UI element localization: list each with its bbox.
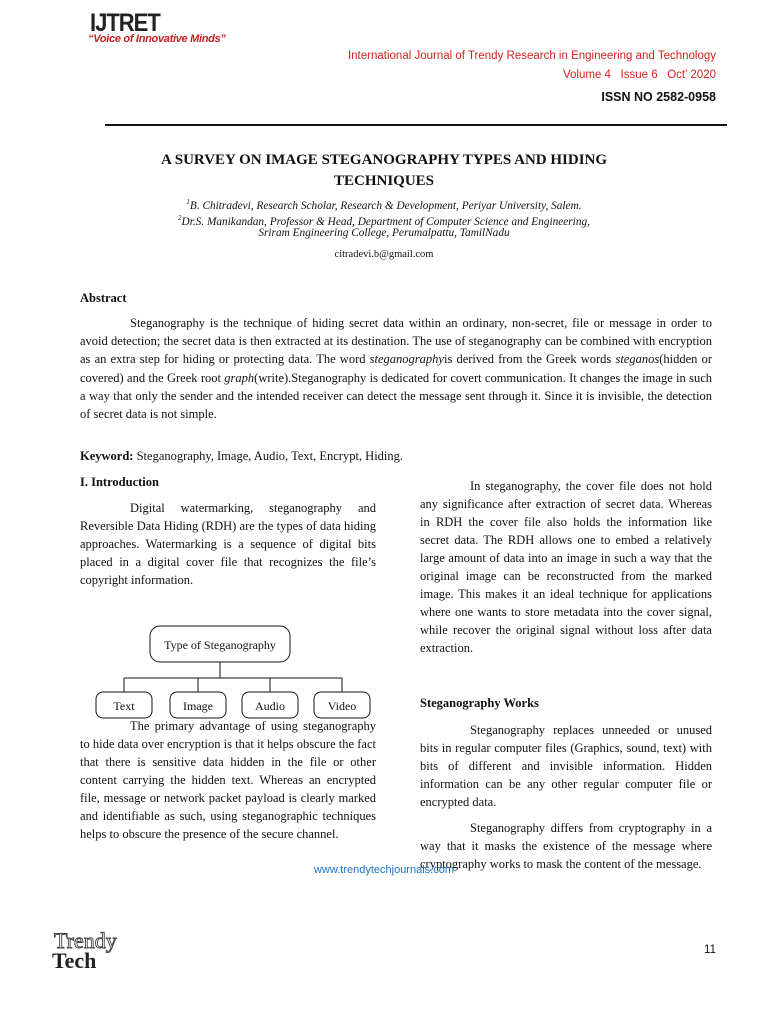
intro-right-text: In steganography, the cover file does not hold any significance after extraction of secret data. Whereas in RDH the cover file also holds the information like secret data. The RDH allows one to embed a relatively large amount of data into an image in such a way that the original image can be reconstructed from the marked image. This makes it an ideal technique for applications where one wants to store metadata into the cover signal, while recover the original signal without loss after data extraction. xyxy=(420,479,712,655)
journal-tagline: “Voice of Innovative Minds” xyxy=(88,33,226,45)
keywords-text: Steganography, Image, Audio, Text, Encrypt, Hiding. xyxy=(133,449,404,463)
diagram-child-text: Text xyxy=(113,699,135,713)
abstract-em-3: graph xyxy=(224,370,255,385)
diagram-root-label: Type of Steganography xyxy=(164,638,276,652)
logo-line-1: Trendy xyxy=(54,928,117,953)
abstract-em-1: steganography xyxy=(369,352,444,367)
author-1-text: B. Chitradevi, Research Scholar, Research & Development, Periyar University, Salem. xyxy=(189,199,582,212)
intro-heading: I. Introduction xyxy=(80,475,159,489)
abstract-body xyxy=(80,314,712,423)
intro-paragraph-1 xyxy=(80,499,376,589)
works-p1-text: Steganography replaces unneeded or unused bits in regular computer files (Graphics, sound, text) with bits of different and invisible information. Hidden information can be any other regular computer file or encrypted data. xyxy=(420,723,712,809)
journal-title: International Journal of Trendy Research in Engineering and Technology xyxy=(347,50,716,62)
keywords xyxy=(80,449,403,464)
intro-right-paragraph xyxy=(420,477,712,657)
diagram-child-image: Image xyxy=(183,699,213,713)
journal-logo: IJTRET xyxy=(90,8,160,37)
intro-p1-text: Digital watermarking, steganography and Reversible Data Hiding (RDH) are the types of data hiding approaches. Watermarking is a sequence of digital bits placed in a digital cover file that recognizes the file’s copyright information. xyxy=(80,501,376,587)
abstract-text-b: is derived from the Greek words xyxy=(443,352,616,367)
works-heading: Steganography Works xyxy=(420,696,539,710)
abstract-text-c: (hidden or covered) and the Greek root xyxy=(80,352,712,385)
author-1-sup: 1 xyxy=(186,198,190,206)
paper-title-line1: A SURVEY ON IMAGE STEGANOGRAPHY TYPES AND HIDING xyxy=(160,152,608,168)
diagram-child-video: Video xyxy=(327,699,357,713)
author-email: citradevi.b@gmail.com xyxy=(334,249,434,260)
journal-website-link[interactable]: www.trendytechjournals.com xyxy=(313,864,454,876)
paper-title-line2: TECHNIQUES xyxy=(333,173,435,189)
abstract-heading: Abstract xyxy=(80,291,127,305)
intro-p2-text: The primary advantage of using steganography to hide data over encryption is that it helps obscure the fact that there is sensitive data hidden in the file or other content carrying the hidden text. Whereas an encrypted file, message or network packet payload is clearly marked and identifiable as such, using steganographic techniques helps to obscure the presence of the secure channel. xyxy=(80,719,376,841)
paper-title xyxy=(60,150,708,192)
keywords-label: Keyword: xyxy=(80,449,134,463)
author-2-sup: 2 xyxy=(178,214,182,222)
logo-line-2: Tech xyxy=(52,948,97,972)
works-paragraph-1 xyxy=(420,721,712,811)
issn-number: ISSN NO 2582-0958 xyxy=(601,90,716,104)
page-number: 11 xyxy=(704,944,716,956)
abstract-text-d: (write).Steganography is dedicated for covert communication. It changes the image in such a way that only the sender and the intended receiver can detect the message sent through it. Since it is invisible, the detection of secret data is not simple. xyxy=(80,370,713,422)
trendy-tech-logo xyxy=(50,928,140,972)
abstract-em-2: steganos xyxy=(615,352,660,367)
steganography-types-diagram xyxy=(88,622,378,732)
volume-issue: Volume 4 Issue 6 Oct’ 2020 xyxy=(563,69,716,81)
works-p2-text: Steganography differs from cryptography in a way that it masks the existence of the message where cryptography works to mask the content of the message. xyxy=(420,821,712,871)
header-divider xyxy=(105,124,727,126)
abstract-text-a: Steganography is the technique of hiding secret data within an ordinary, non-secret, file or message in order to avoid detection; the secret data is then extracted at its destination. The use of steganography can be combined with encryption as an extra step for hiding or protecting data. The word xyxy=(80,316,712,367)
author-2-text: Dr.S. Manikandan, Professor & Head, Department of Computer Science and Engineering, xyxy=(181,215,590,228)
intro-paragraph-2 xyxy=(80,717,376,843)
diagram-child-audio: Audio xyxy=(255,699,285,713)
author-2-affiliation: Sriram Engineering College, Perumalpattu, TamilNadu xyxy=(258,227,510,239)
